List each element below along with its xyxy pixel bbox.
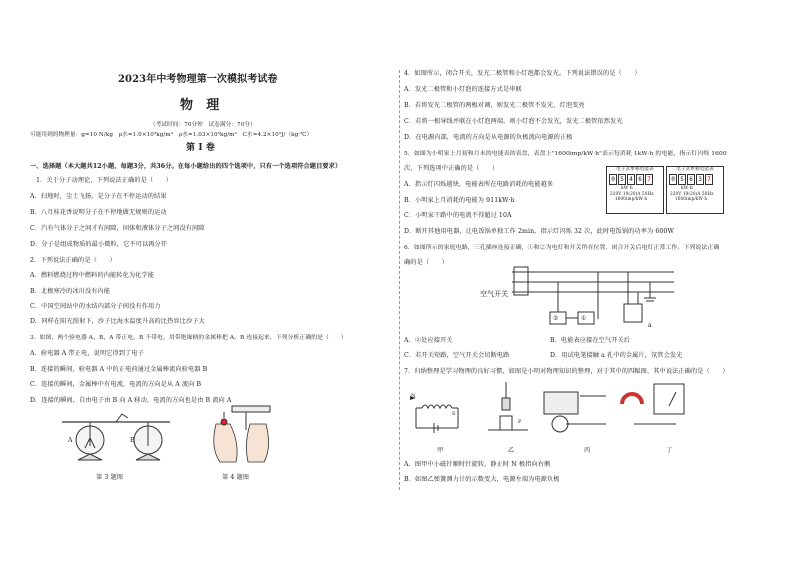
q2-option-a: A．燃料燃烧过程中燃料的内能转化为化学能 xyxy=(30,272,155,279)
q2-stem: 2．下列说法正确的是（ ） xyxy=(30,257,116,264)
figure-3-electroscopes xyxy=(58,408,178,470)
q5-option-c: C．小明家干路中的电流不得超过 10A xyxy=(404,212,512,219)
meter-2-title: 电子式单相电能表 xyxy=(676,167,714,172)
q7-option-b: B．如图乙弹簧测力计的示数变大，电源左端为电源负极 xyxy=(404,476,560,483)
q1-stem: 1．关于分子动理论，下列说法正确的是（ ） xyxy=(36,177,173,184)
fig7-s-label: S xyxy=(452,411,456,417)
meter-1-digit: 4 xyxy=(627,174,635,185)
q5-option-d: D．断开其他用电器，让电饭锅单独工作 2min，指示灯闪烁 32 次，此时电饭锅的功率为 600W xyxy=(404,228,674,235)
q6-option-b: B．电能表应接在空气开关后 xyxy=(550,337,631,344)
fig7-label-yi: 乙 xyxy=(508,447,515,454)
q6-option-c: C．若开关短路，空气开关会切断电路 xyxy=(404,352,510,359)
meter-2-spec: 220V 10(20)A 50Hz xyxy=(670,191,714,196)
fig7-label-bing: 丙 xyxy=(584,447,591,454)
q4-option-c: C．若将一根导线并联在小灯泡两端，则小灯泡不会发光，发光二极管依然发光 xyxy=(404,118,623,125)
meter-1-spec: 220V 10(20)A 50Hz xyxy=(610,191,654,196)
q1-option-b: B．八月桂花香说明分子在不停地做无规则的运动 xyxy=(30,209,167,216)
meter-2-digit: 3 xyxy=(696,174,704,185)
q6-stem: 6．如图所示的家庭电路，三孔插座连接正确，①和②为电灯和开关所在位置，闭合开关后电灯正常工作。下列说法正确 xyxy=(404,245,720,251)
q4-option-b: B．若将发光二极管的两极对调，则发光二极管不发光，灯泡变亮 xyxy=(404,102,585,109)
exam-title: 2023年中考物理第一次模拟考试卷 xyxy=(118,74,278,85)
q2-option-d: D．同样在阳光照射下，沙子比海水温度升高的比热容比沙子大 xyxy=(30,318,205,325)
meter-2-digit: 0 xyxy=(669,174,677,185)
q4-option-d: D．在电源内部，电流的方向是从电源的负极流向电源的正极 xyxy=(404,134,573,141)
section-heading: 一、选择题（本大题共12小题，每题3分，共36分。在每小题给出的四个选项中，只有一个选项符合题目要求） xyxy=(30,163,342,170)
meter-1-imp: 1600imp/kW·h xyxy=(615,196,648,201)
subject-title: 物 理 xyxy=(180,98,220,113)
meter-2-digit: 7 xyxy=(705,174,713,185)
meter-1-digit: 0 xyxy=(609,174,617,185)
meter-2-digit: 6 xyxy=(687,174,695,185)
q6-option-a: A．②处应接开关 xyxy=(404,337,453,344)
meter-1-digits xyxy=(609,174,661,185)
q2-option-c: C．中国空间站中的水结内部分子间没有作用力 xyxy=(30,303,161,310)
meter-2-digit: 5 xyxy=(678,174,686,185)
figure-7-panels xyxy=(406,378,706,444)
socket-hole-a: a xyxy=(648,322,652,329)
meter-1-digit: 7 xyxy=(645,174,653,185)
exam-info: （考试时间：70分钟 试卷满分：70分） xyxy=(150,122,256,128)
figure-4-caption: 第 4 题图 xyxy=(222,474,250,481)
energy-meter-start xyxy=(606,166,664,214)
panel-yi-spring-scale xyxy=(488,382,528,430)
circuit-box-1: ① xyxy=(581,315,587,322)
q6-stem-continued: 确的是（ ） xyxy=(404,259,449,266)
figure-4-led-circuit xyxy=(206,404,276,468)
volume-label: 第 I 卷 xyxy=(186,143,215,153)
meter-2-unit: kW·h xyxy=(681,186,693,191)
q1-option-a: A．扫地时，尘土飞扬，是分子在不停运动的结果 xyxy=(30,193,167,200)
fig7-label-ding: 丁 xyxy=(666,447,673,454)
air-switch-label: 空气开关 xyxy=(480,290,509,298)
fig7-label-jia: 甲 xyxy=(437,447,444,454)
fig7-p-label: P xyxy=(518,419,522,425)
q3-stem: 3．如图，两个验电器 A、B，A 带正电，B 不带电，用带绝缘柄的金属棒把 A、B 连接起来，下列分析正确的是（ ） xyxy=(30,335,347,341)
panel-ding-magnet xyxy=(622,384,684,424)
energy-meter-end xyxy=(666,166,724,214)
q3-option-a: A．验电器 A 带正电，说明它得到了电子 xyxy=(30,350,144,357)
meter-1-digit: 6 xyxy=(636,174,644,185)
circuit-box-2: ② xyxy=(553,315,559,322)
meter-1-unit: kW·h xyxy=(621,186,633,191)
constants-line: 可能用到的物理量：g=10 N/kg ρ水=1.0×10³kg/m³ ρ水=1.03×10³kg/m³ C水=4.2×10³J/（kg·℃） xyxy=(30,132,313,138)
q7-stem: 7．归纳整理是学习物理的良好习惯，如图是小明对物理知识的整理，对于其中的四幅图，其中说法正确的是（ ） xyxy=(404,368,729,375)
q6-option-d: D．用试电笔接触 a 孔中的金属片，氖管会发光 xyxy=(550,352,683,359)
q5-option-b: B．小明家上月消耗的电能为 911kW·h xyxy=(404,197,515,204)
q3-option-c: C．连接的瞬间，金属棒中有电流，电流的方向是从 A 流向 B xyxy=(30,381,202,388)
column-divider xyxy=(399,70,400,490)
q2-option-b: B．北极寒冷的冰川没有内能 xyxy=(30,288,111,295)
meter-1-title: 电子式单相电能表 xyxy=(616,167,654,172)
q1-option-d: D．分子是组成物质的最小微粒，它不可以再分开 xyxy=(30,241,168,248)
q5-option-a: A．指示灯闪烁越快，电能表所在电路消耗的电能越多 xyxy=(404,181,554,188)
q1-option-c: C．汽有气体分子之间才有间隙，固体和液体分子之间没有间隙 xyxy=(30,225,205,232)
q5-stem: 5．如图为小明家上月初和月末的电能表的表盘，表盘上"1600imp/kW·h"表示每消耗 1kW·h 的电能，指示灯闪烁 1600 xyxy=(404,151,727,157)
meter-2-imp: 1600imp/kW·h xyxy=(675,196,708,201)
figure-3-label-a: A xyxy=(68,437,73,444)
q7-option-a: A．图甲中小磁针顺时针旋转，静止时 N 极指向右侧 xyxy=(404,461,551,468)
meter-2-digits xyxy=(669,174,721,185)
q3-option-b: B．连接的瞬间，验电器 A 中的正电荷通过金属棒流向验电器 B xyxy=(30,366,208,373)
panel-jia-solenoid xyxy=(410,396,458,433)
figure-3-label-b: B xyxy=(130,437,135,444)
figure-3-caption: 第 3 题图 xyxy=(96,474,124,481)
figure-6-household-circuit xyxy=(478,264,698,336)
panel-bing-generator xyxy=(544,392,606,432)
fig7-n-label: N xyxy=(411,393,416,399)
q5-stem-continued: 次，下列选项中正确的是（ ） xyxy=(404,165,499,172)
q3-option-d: D．连接的瞬间，自由电子由 B 向 A 移动，电流的方向也是由 B 流向 A xyxy=(30,397,232,404)
meter-1-digit: 5 xyxy=(618,174,626,185)
q4-option-a: A．发光二极管和小灯泡的连接方式是串联 xyxy=(404,86,522,93)
q4-stem: 4．如图所示，闭合开关，发光二极管和小灯泡都会发光。下列说法错误的是（ ） xyxy=(404,70,641,77)
